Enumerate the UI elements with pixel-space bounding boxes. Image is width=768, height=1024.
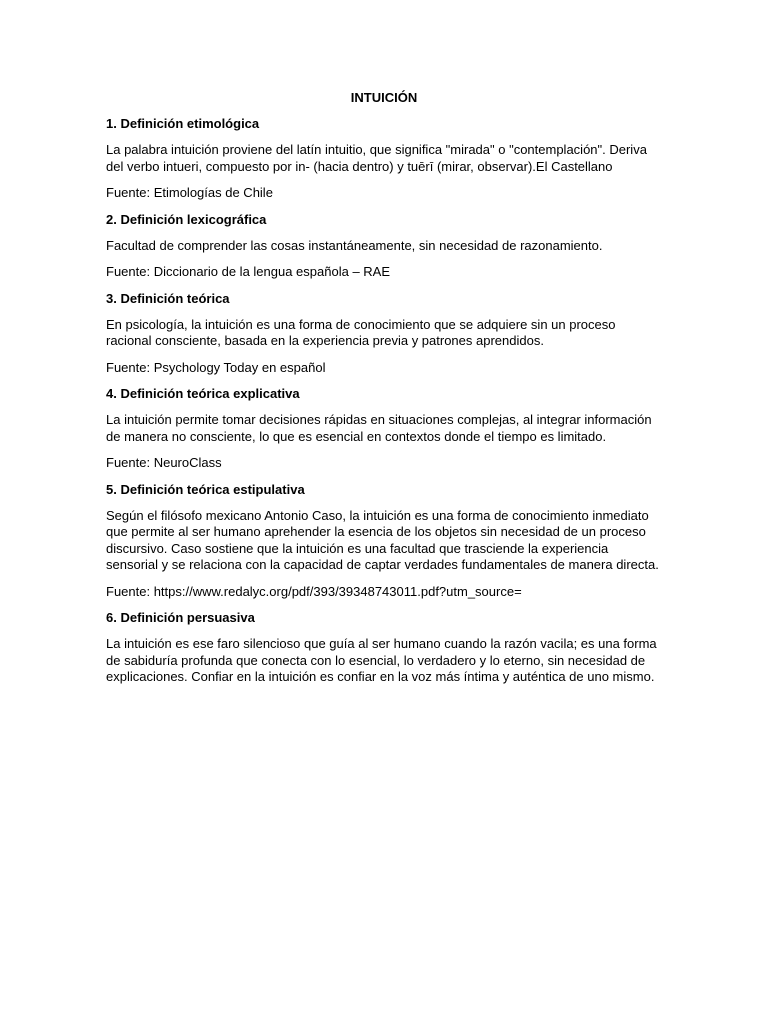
section-source: Fuente: https://www.redalyc.org/pdf/393/39348743011.pdf?utm_source= — [106, 583, 522, 599]
section-body: La intuición es ese faro silencioso que guía al ser humano cuando la razón vacila; es una forma de sabiduría profunda que conecta con lo esencial, lo verdadero y lo eterno, sin necesidad de explicaciones. Confiar en la intuición es confiar en la voz más íntima y auténtica de uno mismo. — [106, 636, 657, 684]
section-body: En psicología, la intuición es una forma de conocimiento que se adquiere sin un proceso racional consciente, basada en la experiencia previa y patrones aprendidos. — [106, 316, 616, 348]
section-heading: 3. Definición teórica — [106, 290, 230, 306]
section-heading: 1. Definición etimológica — [106, 116, 260, 131]
section-body: Facultad de comprender las cosas instantáneamente, sin necesidad de razonamiento. — [106, 237, 603, 253]
section-lexicographic — [106, 212, 662, 281]
section-body: Según el filósofo mexicano Antonio Caso, la intuición es una forma de conocimiento inmediato que permite al ser humano aprehender la esencia de los objetos sin necesidad de un proceso discursivo. Caso sostiene que la intuición es una facultad que trasciende la experiencia sensorial y se relaciona con la capacidad de captar verdades fundamentales de manera directa. — [106, 507, 659, 572]
document-page — [106, 90, 662, 696]
section-heading: 6. Definición persuasiva — [106, 610, 255, 625]
section-source: Fuente: Psychology Today en español — [106, 359, 326, 375]
section-source: Fuente: Etimologías de Chile — [106, 185, 273, 200]
section-stipulative — [106, 482, 662, 601]
section-etymological — [106, 116, 662, 202]
section-body: La intuición permite tomar decisiones rápidas en situaciones complejas, al integrar información de manera no consciente, lo que es esencial en contextos donde el tiempo es limitado. — [106, 412, 652, 444]
section-persuasive — [106, 610, 662, 686]
section-heading: 2. Definición lexicográfica — [106, 211, 267, 227]
document-title: INTUICIÓN — [350, 90, 418, 105]
section-heading: 4. Definición teórica explicativa — [106, 386, 300, 401]
section-theoretical — [106, 291, 662, 377]
section-explanatory — [106, 386, 662, 472]
section-heading: 5. Definición teórica estipulativa — [106, 481, 305, 497]
section-body: La palabra intuición proviene del latín intuitio, que significa "mirada" o "contemplación". Deriva del verbo intueri, compuesto por in- (hacia dentro) y tuērī (mirar, observar).El Castellano — [106, 142, 647, 174]
section-source: Fuente: Diccionario de la lengua española – RAE — [106, 264, 391, 279]
section-source: Fuente: NeuroClass — [106, 455, 222, 470]
